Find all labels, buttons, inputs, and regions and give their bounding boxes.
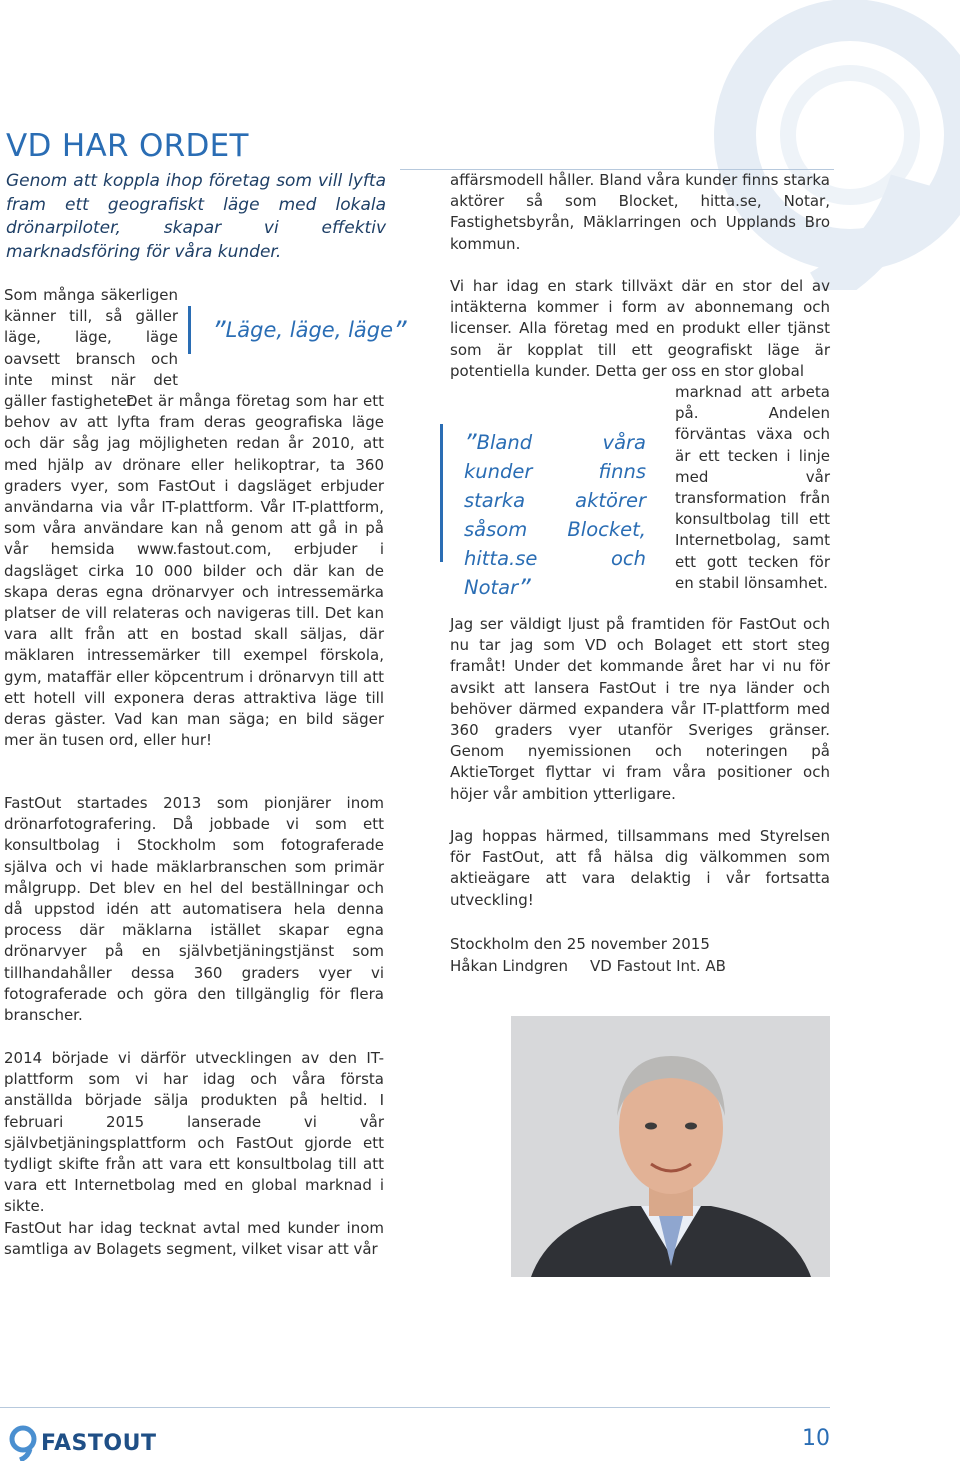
left-paragraph-1: Det är många företag som har ett behov av att lyfta fram deras geografiska läge och där såg jag möjligheten redan år 2010, att med hjälp av drönare eller helikoptrar, ta 360 graders vyer, som FastOut i dagsläget erbjuder användarna via vår IT-plattform. Vår IT-plattform, som våra användare kan nå genom att gå in på vår hemsida www.fastout.com, erbjuder i dagsläget cirka 10 000 bilder och där kan de skapa deras egna drönarvyer och intressemärka platser de vill relateras och navigeras till. Det kan vara allt från att en bostad skall säljas, där mäklaren intressemärker till exempel förskola, gym, mataffär eller köpcentrum i drönarvyn till att ett hotell vill exponera deras attraktiva läge till deras gäster. Vad kan man säga; en bild säger mer än tusen ord, eller hur! xyxy=(4,392,384,750)
quote-close-icon: ” xyxy=(518,573,531,603)
quote-open-icon: ” xyxy=(212,316,226,347)
pullquote-bar xyxy=(188,306,191,354)
signature-place-date: Stockholm den 25 november 2015 xyxy=(450,935,710,953)
logo-wordmark: FASTOUT xyxy=(41,1430,157,1456)
right-paragraph-4: Jag hoppas härmed, tillsammans med Styrelsen för FastOut, att få hälsa dig välkommen som aktieägare att vara delaktig i vår fortsatta utveckling! xyxy=(450,827,830,909)
right-paragraph-2: Vi har idag en stark tillväxt där en stor del av intäkterna kommer i form av abonnemang och licenser. Alla företag med en produkt eller tjänst som är kopplat till ett geografiskt läge är potentiella kunder. Detta ger oss en stor global xyxy=(450,277,830,380)
quote-open-icon: ” xyxy=(464,428,477,458)
pullquote-customers-text: Bland våra kunder finns starka aktörer såsom Blocket, hitta.se och Notar xyxy=(464,431,646,599)
pullquote-lage xyxy=(212,316,407,347)
left-paragraph-4: FastOut har idag tecknat avtal med kunder inom samtliga av Bolagets segment, vilket visar att vår xyxy=(4,1219,384,1259)
right-paragraph-3: Jag ser väldigt ljust på framtiden för FastOut och nu tar jag som VD och Bolaget ett stort steg framåt! Under det kommande året har vi nu för avsikt att lansera FastOut i tre nya länder och behöver därmed expandera vår IT-plattform med 360 graders vyer utanför Sveriges gränser. Genom nyemissionen och noteringen på AktieTorget flyttar vi fram våra positioner och höjer vår ambition ytterligare. xyxy=(450,615,830,803)
pullquote-customers xyxy=(464,428,646,602)
lead-paragraph: Genom att koppla ihop företag som vill lyfta fram ett geografiskt läge med lokala drönarpiloter, skapar vi effektiv marknadsföring för våra kunder. xyxy=(6,171,386,262)
page-title: VD HAR ORDET xyxy=(6,128,249,164)
quote-close-icon: ” xyxy=(393,316,407,347)
footer-divider xyxy=(0,1407,830,1408)
right-paragraph-2-wrap: marknad att arbeta på. Andelen förväntas växa och är ett tecken i linje med vår transformation från konsultbolag till ett Internetbolag, samt ett gott tecken för en stabil lönsamhet. xyxy=(675,383,830,592)
left-paragraph-2: FastOut startades 2013 som pionjärer inom drönarfotografering. Då jobbade vi som ett konsultbolag i Stockholm som fotograferade själva och vi hade mäklarbranschen som primär målgrupp. Det blev en hel del beställningar och då uppstod idén att automatisera hela denna process där mäklarna istället skapar egna drönarvyer på en självbetjäningstjänst som tillhandahåller dessa 360 graders vyer vi fotograferade och göra den tillgänglig för flera branscher. xyxy=(4,794,384,1025)
intro-wrap-text: Som många säkerligen känner till, så gäller läge, läge, läge oavsett bransch och inte minst när det gäller fastigheter. xyxy=(4,286,178,411)
signature-name: Håkan Lindgren xyxy=(450,956,569,975)
right-paragraph-1: affärsmodell håller. Bland våra kunder finns starka aktörer så som Blocket, hitta.se, Notar, Fastighetsbyrån, Mäklarringen och Upplands Bro kommun. xyxy=(450,171,830,253)
signature-block xyxy=(450,934,726,977)
footer-logo xyxy=(8,1425,156,1461)
signature-name-line xyxy=(450,956,726,978)
ceo-portrait-photo xyxy=(511,1016,830,1277)
fastout-logo-icon xyxy=(8,1425,38,1461)
signature-role: VD Fastout Int. AB xyxy=(590,956,726,975)
pullquote-lage-text: Läge, läge, läge xyxy=(225,318,394,342)
pullquote-2-bar xyxy=(440,424,443,562)
page-number: 10 xyxy=(802,1426,830,1451)
left-paragraph-3: 2014 började vi därför utvecklingen av den IT-plattform som vi har idag och våra första anställda började sälja produkten på heltid. I februari 2015 lanserade vi vår självbetjäningsplattform och FastOut gjorde ett tydligt skifte från att vara ett konsultbolag till att vara ett Internetbolag med en global marknad i sikte. xyxy=(4,1049,384,1216)
